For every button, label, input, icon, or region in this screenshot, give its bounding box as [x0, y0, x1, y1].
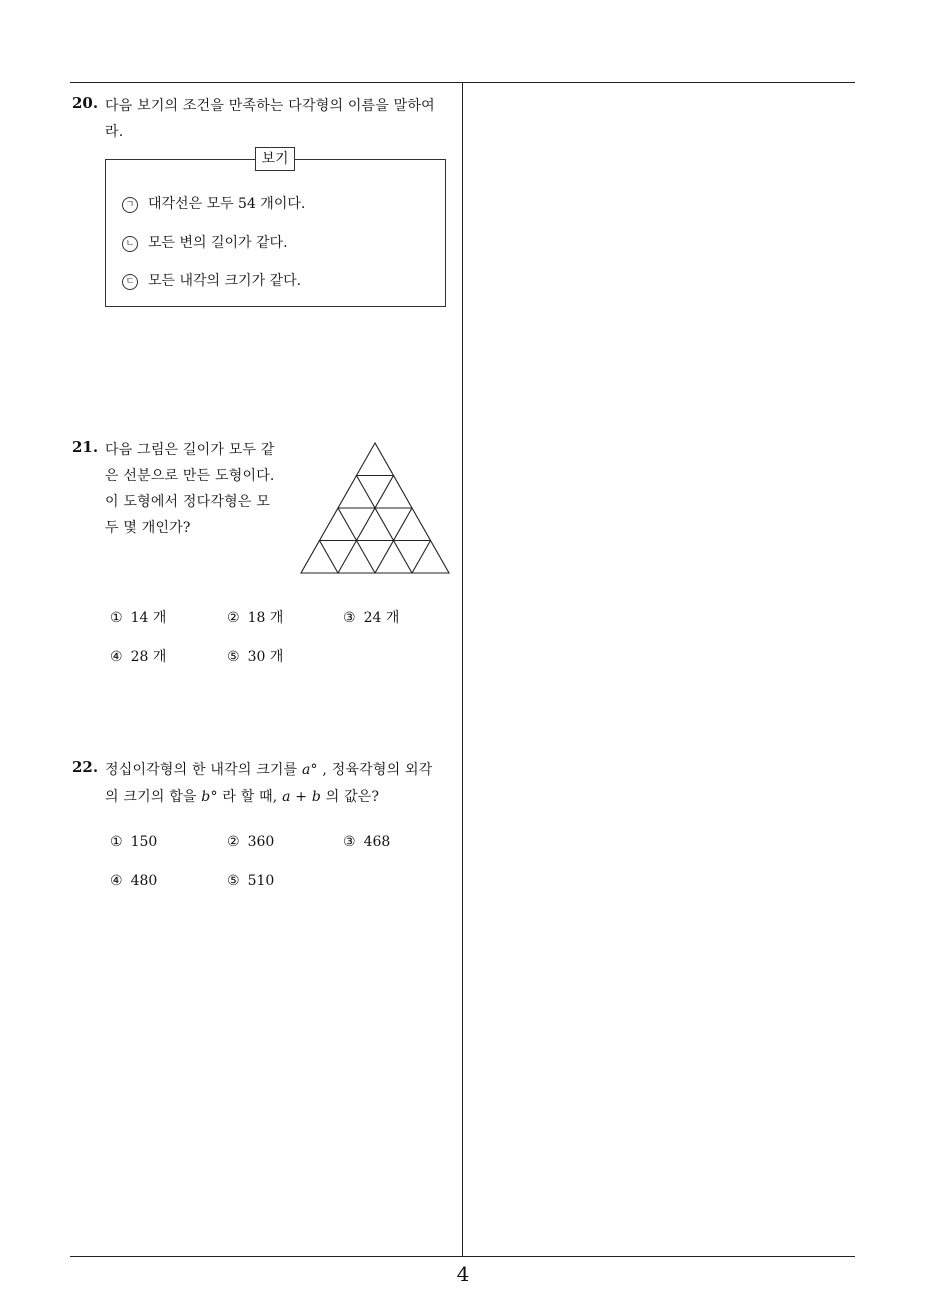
triangle-grid-figure: [298, 440, 452, 576]
math-expression: a + b: [282, 789, 322, 805]
choice-text: 30 개: [247, 649, 284, 665]
choice-marker: ①: [110, 834, 123, 850]
math-variable-b: b°: [201, 789, 218, 805]
question-text-line: 은 선분으로 만든 도형이다.: [105, 468, 275, 484]
question-text-line: 두 몇 개인가?: [105, 520, 191, 536]
question-text-line: [105, 759, 432, 779]
choice-marker: ④: [110, 649, 123, 665]
choice-text: 150: [130, 834, 158, 850]
choice-item: [227, 834, 274, 850]
choice-item: [343, 834, 390, 850]
question-text-line: [105, 786, 379, 806]
condition-text: 모든 변의 길이가 같다.: [148, 235, 288, 251]
choice-marker: ③: [343, 610, 356, 626]
bogi-title: 보기: [255, 147, 295, 171]
choice-marker: ②: [227, 834, 240, 850]
question-number: 22.: [72, 758, 99, 776]
choice-text: 360: [247, 834, 275, 850]
choice-item: [110, 834, 157, 850]
choice-text: 480: [130, 873, 158, 889]
grid-line: [412, 541, 431, 574]
condition-text: 모든 내각의 크기가 같다.: [148, 273, 302, 289]
question-text-part: 의 크기의 합을: [105, 789, 202, 805]
grid-line: [320, 541, 339, 574]
choice-text: 14 개: [130, 610, 167, 626]
choice-text: 468: [363, 834, 391, 850]
question-text-part: 정십이각형의 한 내각의 크기를: [105, 762, 303, 778]
question-text-line: 라.: [105, 124, 124, 140]
choice-text: 24 개: [363, 610, 400, 626]
question-text-part: , 정육각형의 외각: [317, 762, 433, 778]
choice-item: [110, 607, 166, 627]
choice-text: 28 개: [130, 649, 167, 665]
choice-item: [110, 873, 157, 889]
choice-item: [227, 607, 283, 627]
condition-item: [122, 270, 301, 290]
choice-item: [343, 607, 399, 627]
math-variable-a: a°: [302, 762, 318, 778]
question-text-line: 다음 보기의 조건을 만족하는 다각형의 이름을 말하여: [105, 98, 435, 114]
grid-line: [338, 476, 394, 574]
circled-marker: ㄷ: [122, 274, 138, 290]
condition-text: 대각선은 모두 54 개이다.: [148, 196, 306, 212]
choice-marker: ②: [227, 610, 240, 626]
circled-marker: ㄴ: [122, 236, 138, 252]
question-text-part: 라 할 때,: [217, 789, 283, 805]
choice-marker: ③: [343, 834, 356, 850]
choice-marker: ①: [110, 610, 123, 626]
column-divider: [462, 82, 463, 1256]
choice-marker: ④: [110, 873, 123, 889]
condition-item: [122, 232, 288, 252]
condition-item: [122, 193, 305, 213]
circled-marker: ㄱ: [122, 197, 138, 213]
choice-item: [227, 873, 274, 889]
page-number: 4: [456, 1262, 470, 1286]
question-text-line: 이 도형에서 정다각형은 모: [105, 494, 270, 510]
bottom-rule: [70, 1256, 855, 1257]
choice-item: [110, 646, 166, 666]
choice-marker: ⑤: [227, 873, 240, 889]
choice-text: 510: [247, 873, 275, 889]
choice-text: 18 개: [247, 610, 284, 626]
choice-item: [227, 646, 283, 666]
question-number: 20.: [72, 94, 99, 112]
question-text-part: 의 값은?: [321, 789, 380, 805]
choice-marker: ⑤: [227, 649, 240, 665]
question-text-line: 다음 그림은 길이가 모두 같: [105, 442, 275, 458]
question-number: 21.: [72, 438, 99, 456]
grid-line: [357, 476, 413, 574]
